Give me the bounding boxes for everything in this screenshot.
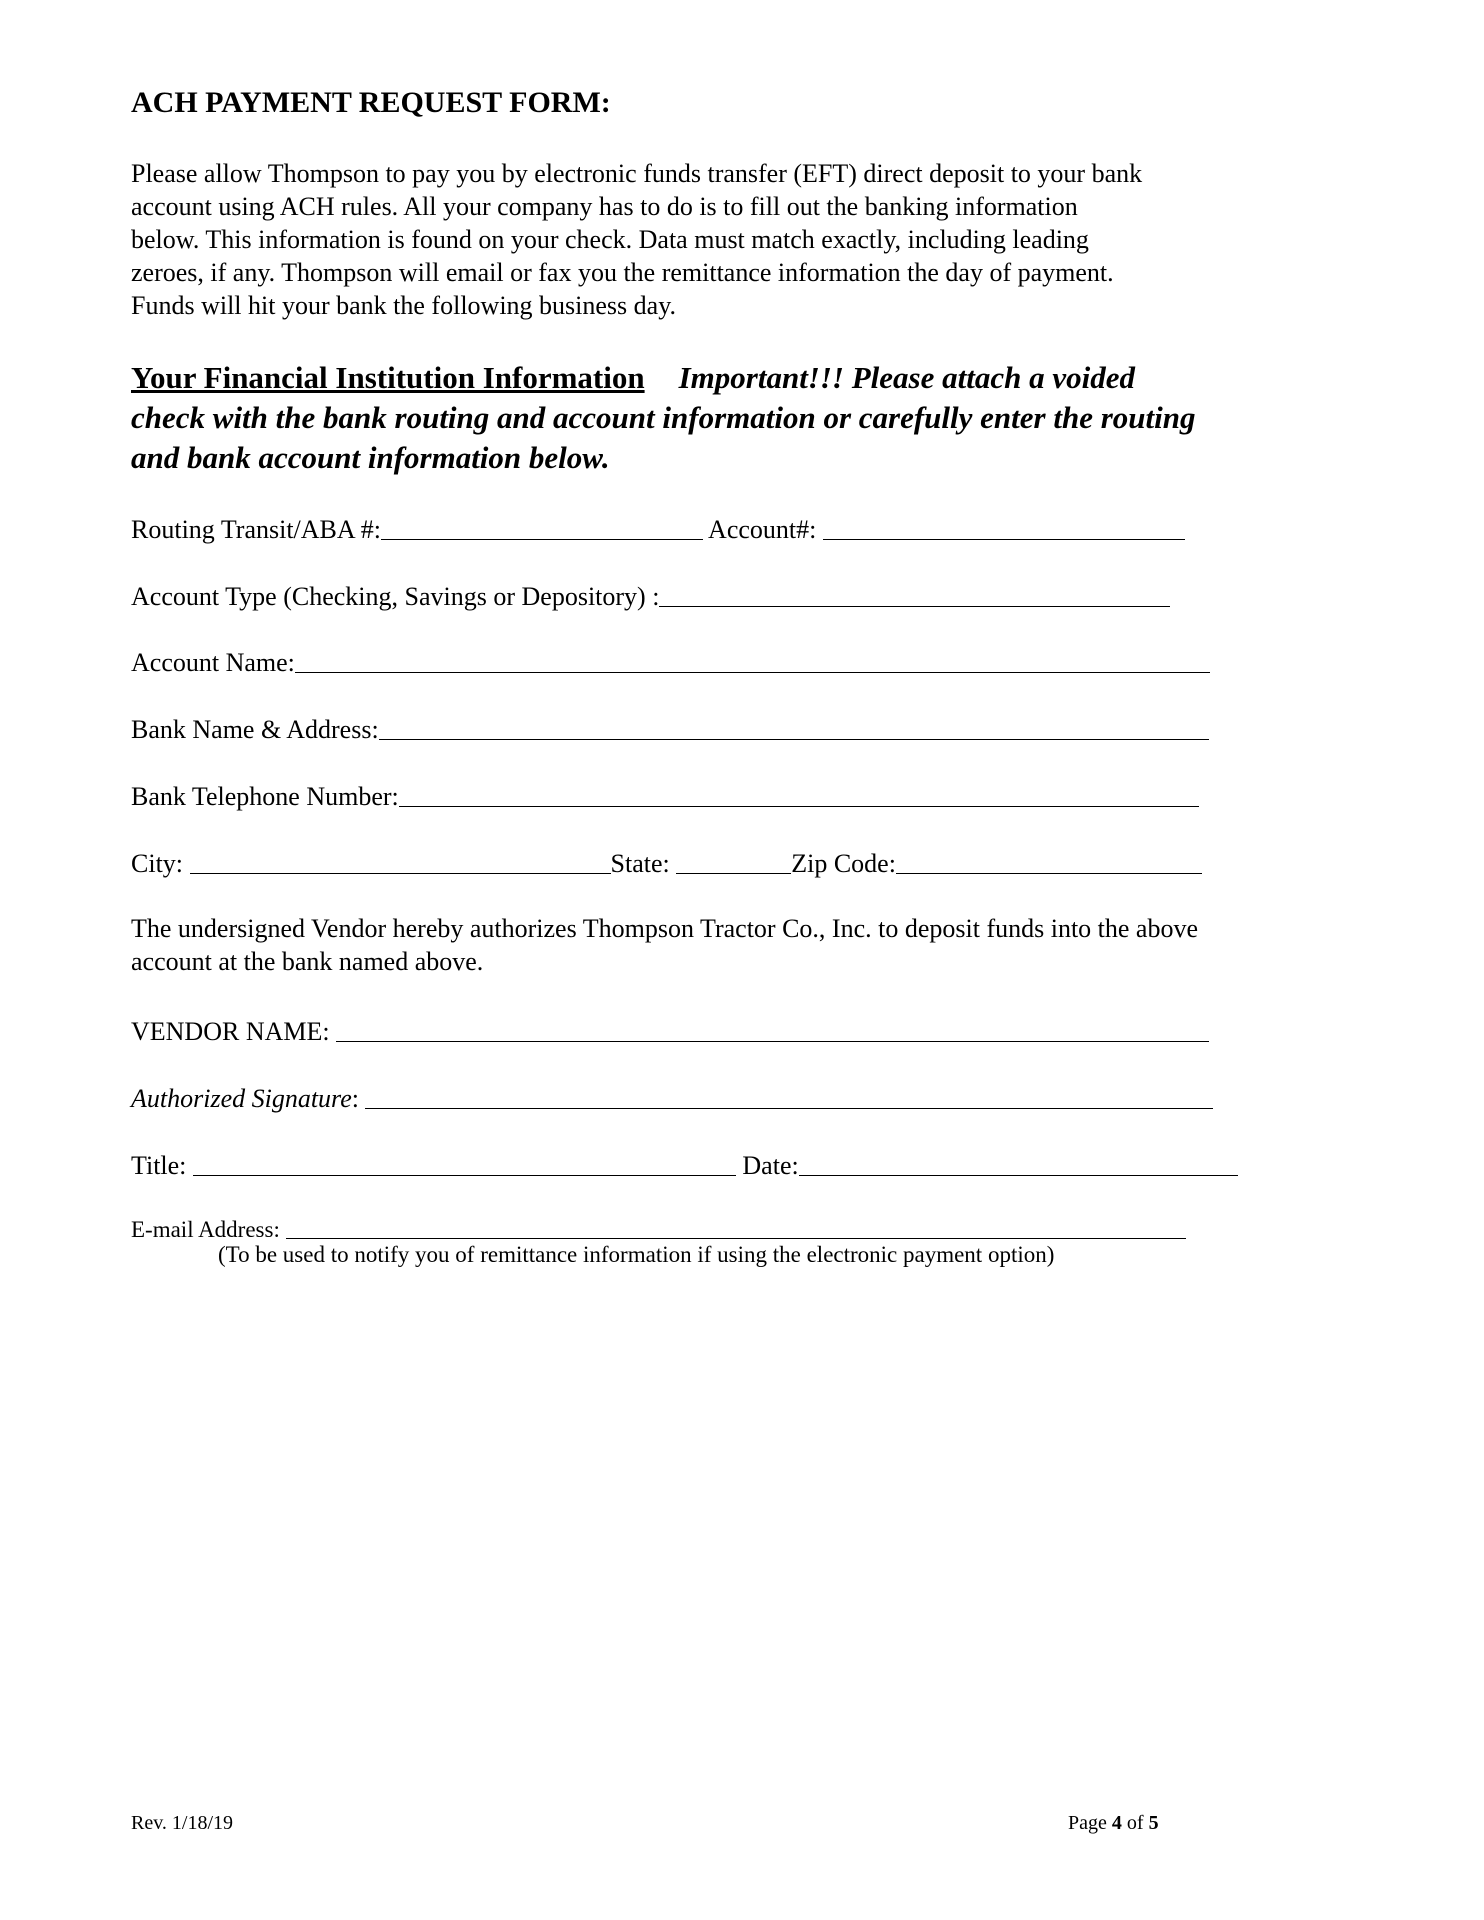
authorization-line: account at the bank named above. (131, 947, 484, 976)
account-type-label: Account Type (Checking, Savings or Depository) : (131, 582, 660, 611)
date-label: Date: (735, 1151, 799, 1180)
page-total: 5 (1148, 1812, 1159, 1834)
bank-name-address-row (131, 713, 1209, 745)
routing-account-row (131, 513, 1185, 545)
revision-date: Rev. 1/18/19 (131, 1812, 234, 1834)
title-label: Title: (131, 1151, 193, 1180)
page-current: 4 (1111, 1812, 1122, 1834)
email-note: (To be used to notify you of remittance information if using the electronic payment option) (218, 1242, 1055, 1267)
account-label: Account#: (708, 515, 823, 544)
city-field[interactable] (190, 849, 611, 874)
page-number (1068, 1812, 1159, 1835)
signature-row (131, 1082, 1213, 1114)
city-state-zip-row (131, 847, 1202, 879)
intro-line: Please allow Thompson to pay you by electronic funds transfer (EFT) direct deposit to your bank (131, 159, 1143, 188)
state-field[interactable] (676, 849, 791, 874)
vendor-name-field[interactable] (336, 1017, 1209, 1042)
email-row (131, 1212, 1186, 1245)
authorization-paragraph (131, 912, 1198, 978)
page-of: of (1121, 1812, 1149, 1834)
intro-line: below. This information is found on your check. Data must match exactly, including leading (131, 225, 1089, 254)
account-name-label: Account Name: (131, 648, 295, 677)
financial-institution-section (131, 358, 1195, 478)
zip-label: Zip Code: (791, 849, 896, 878)
account-number-field[interactable] (823, 515, 1185, 540)
routing-number-field[interactable] (381, 515, 703, 540)
page-prefix: Page (1068, 1812, 1112, 1834)
section-heading: Your Financial Institution Information (131, 360, 645, 395)
intro-line: zeroes, if any. Thompson will email or fax you the remittance information the day of payment. (131, 258, 1114, 287)
bank-phone-label: Bank Telephone Number: (131, 782, 399, 811)
signature-label: Authorized Signature (131, 1084, 352, 1113)
email-address-field[interactable] (286, 1214, 1186, 1239)
important-notice: Important!!! Please attach a voided (678, 360, 1135, 395)
account-type-row (131, 580, 1170, 612)
title-field[interactable] (193, 1151, 736, 1176)
authorization-line: The undersigned Vendor hereby authorizes Thompson Tractor Co., Inc. to deposit funds into the above (131, 914, 1199, 943)
zip-code-field[interactable] (896, 849, 1202, 874)
important-notice-line: check with the bank routing and account information or carefully enter the routing (131, 400, 1196, 435)
account-name-field[interactable] (295, 648, 1210, 673)
account-name-row (131, 646, 1210, 678)
vendor-name-label: VENDOR NAME: (131, 1017, 337, 1046)
account-type-field[interactable] (659, 582, 1170, 607)
email-label: E-mail Address: (131, 1217, 286, 1242)
form-title: ACH PAYMENT REQUEST FORM: (131, 86, 611, 119)
intro-paragraph (131, 157, 1142, 322)
bank-phone-field[interactable] (399, 782, 1199, 807)
vendor-name-row (131, 1015, 1209, 1047)
state-label: State: (610, 849, 677, 878)
intro-line: Funds will hit your bank the following business day. (131, 291, 677, 320)
date-field[interactable] (799, 1151, 1238, 1176)
bank-name-address-field[interactable] (379, 715, 1209, 740)
title-date-row (131, 1149, 1238, 1181)
bank-phone-row (131, 780, 1199, 812)
authorized-signature-field[interactable] (365, 1084, 1213, 1109)
signature-colon: : (351, 1084, 366, 1113)
bank-name-address-label: Bank Name & Address: (131, 715, 379, 744)
important-notice-line: and bank account information below. (131, 440, 610, 475)
routing-label: Routing Transit/ABA #: (131, 515, 381, 544)
city-label: City: (131, 849, 190, 878)
intro-line: account using ACH rules. All your company has to do is to fill out the banking information (131, 192, 1078, 221)
